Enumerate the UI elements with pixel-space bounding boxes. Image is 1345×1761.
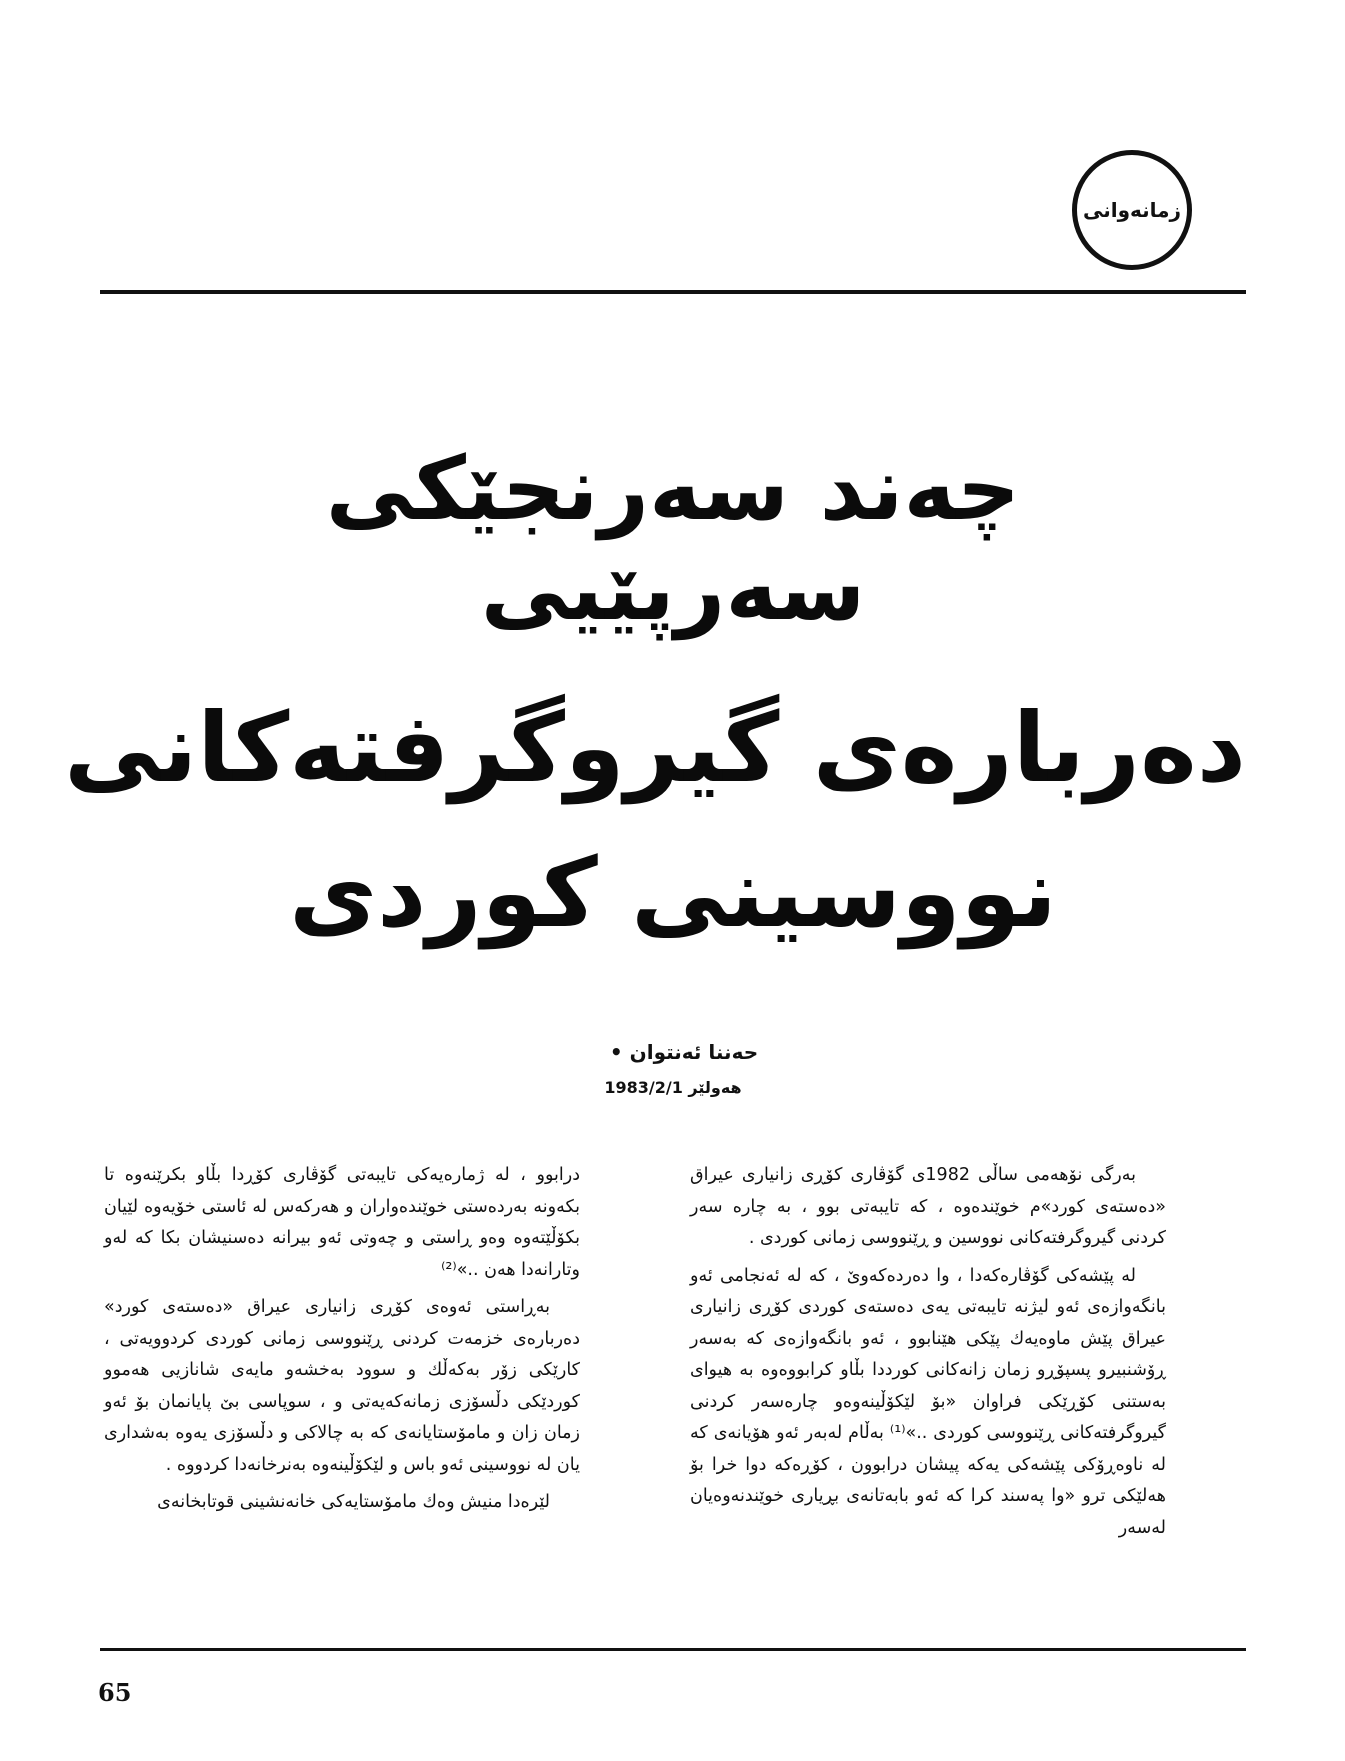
bottom-divider bbox=[100, 1648, 1246, 1651]
title-line-3: دەربارەی گیروگرفتەكانی bbox=[64, 692, 1246, 804]
article-column-left bbox=[104, 1160, 580, 1519]
paragraph: درابوو ، لە ژمارەیەكی تایبەتی گۆڤاری كۆڕدا بڵاو بكرێنەوە تا بكەونە بەردەستی خوێندەواران و هەركەس لە ئاستی خۆیەوە لێیان بكۆڵێتەوە وەو ڕاستی و چەوتی ئەو بیرانە دەسنیشان بكا كە لەو وتارانەدا هەن ..»⁽²⁾ bbox=[104, 1165, 580, 1280]
section-badge bbox=[1072, 150, 1192, 270]
paragraph: لێرەدا منیش وەك مامۆستایەكی خانەنشینی قوتابخانەی bbox=[157, 1492, 550, 1512]
paragraph: بەرگی نۆهەمی ساڵی 1982ی گۆڤاری كۆڕی زانیاری عیراق «دەستەی كورد»م خوێندەوە ، كە تایبەتی بوو ، بە چارە سەر كردنی گیروگرفتەكانی نووسین و ڕێنووسی زمانی كوردی . bbox=[690, 1165, 1166, 1248]
title-line-4: نووسینی كوردی bbox=[289, 837, 1057, 949]
byline-bullet: • bbox=[609, 1040, 623, 1064]
paragraph: بەڕاستی ئەوەی كۆڕی زانیاری عیراق «دەستەی كورد» دەربارەی خزمەت كردنی ڕێنووسی زمانی كوردی كردوویەتی ، كارێكی زۆر بەكەڵك و سوود بەخشەو مایەی شانازیی هەموو كوردێكی دڵسۆزی زمانەكەیەتی و ، سوپاسی بێ پایانمان بۆ ئەو زمان زان و مامۆستایانەی كە بە چالاكی و دڵسۆزی یەوە بەشداری یان لە نووسینی ئەو باس و لێكۆڵینەوە بەنرخانەدا كردووە . bbox=[104, 1297, 580, 1475]
paragraph: لە پێشەكی گۆڤارەكەدا ، وا دەردەكەوێ ، كە لە ئەنجامی ئەو بانگەوازەی ئەو لیژنە تایبەتی یەی دەستەی كوردی كۆڕی زانیاری عیراق پێش ماوەیەك پێكی هێنابوو ، ئەو بانگەوازەی كە بەسەر ڕۆشنبیرو پسپۆڕو زمان زانەكانی كورددا بڵاو كرابووەوە بە هیوای بەستنی كۆڕێكی فراوان «بۆ لێكۆڵینەوەو چارەسەر كردنی گیروگرفتەكانی ڕێنووسی كوردی ..»⁽¹⁾ بەڵام لەبەر ئەو هۆیانەی كە لە ناوەڕۆكی پێشەكی یەكە پیشان درابوون ، كۆڕەكە دوا خرا بۆ هەلێكی ترو «وا پەسند كرا كە ئەو بابەتانەی بڕیاری خوێندنەوەیان لەسەر bbox=[690, 1265, 1166, 1538]
author-name: حەننا ئەنتوان bbox=[629, 1040, 759, 1064]
section-badge-label: زمانەوانی bbox=[1082, 198, 1182, 222]
title-line-1: چەند سەرنجێكی bbox=[325, 437, 1021, 540]
place-date: هەولێر 1983/2/1 bbox=[604, 1078, 742, 1097]
byline bbox=[100, 1040, 1246, 1064]
page-number: 65 bbox=[98, 1678, 132, 1707]
title-line-2: سەرپێیی bbox=[480, 537, 866, 640]
article-column-right bbox=[690, 1160, 1166, 1544]
top-divider bbox=[100, 290, 1246, 294]
